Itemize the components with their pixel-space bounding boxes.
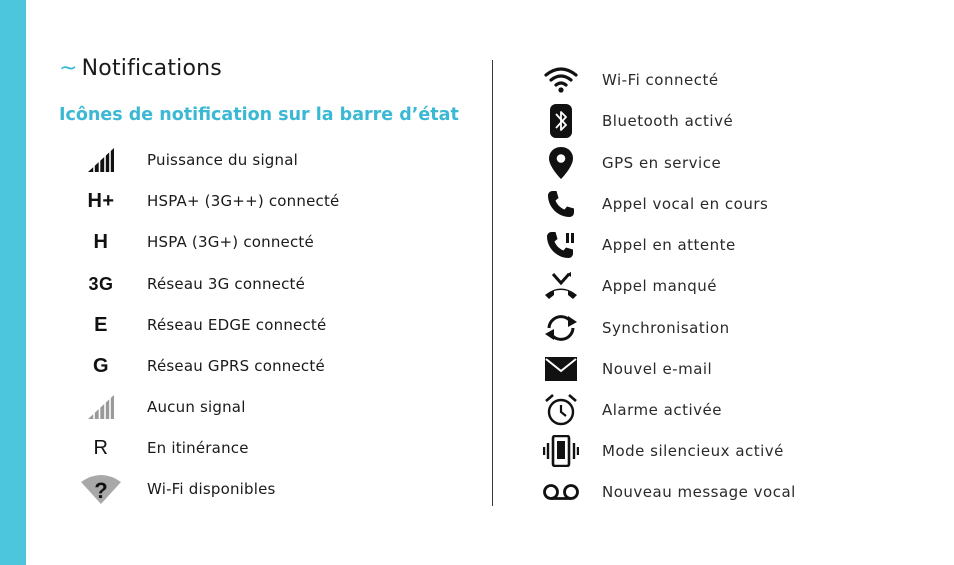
call-hold-icon	[539, 228, 583, 262]
vibrate-icon	[539, 434, 583, 468]
list-item-label: Nouvel e-mail	[602, 360, 713, 378]
list-item-label: Alarme activée	[602, 401, 722, 419]
list-item-label: Puissance du signal	[147, 151, 298, 169]
list-item-label: En itinérance	[147, 439, 249, 457]
list-item-label: Wi-Fi disponibles	[147, 480, 276, 498]
list-item	[0, 308, 730, 349]
edge-icon: E	[94, 313, 108, 336]
list-item	[0, 143, 722, 184]
list-item-label: Appel en attente	[602, 236, 736, 254]
list-item	[0, 431, 784, 472]
network-3g-icon: 3G	[88, 273, 114, 294]
title-prefix: ~	[59, 56, 78, 81]
column-divider	[492, 60, 493, 506]
gps-icon	[539, 146, 583, 180]
list-item-label: Bluetooth activé	[602, 112, 734, 130]
list-item	[0, 472, 796, 513]
list-item-label: Aucun signal	[147, 398, 246, 416]
email-icon	[539, 352, 583, 386]
list-item-label: Appel vocal en cours	[602, 195, 769, 213]
list-item-label: Mode silencieux activé	[602, 442, 784, 460]
list-item-label: HSPA (3G+) connecté	[147, 233, 314, 251]
phone-call-icon	[539, 187, 583, 221]
list-item	[0, 60, 719, 101]
list-item	[0, 225, 736, 266]
list-item-label: Réseau 3G connecté	[147, 275, 306, 293]
list-item	[0, 101, 734, 142]
list-item	[0, 390, 722, 431]
wifi-connected-icon	[539, 63, 583, 97]
roaming-icon: R	[93, 436, 109, 459]
gprs-icon: G	[92, 354, 110, 377]
list-item	[0, 266, 718, 307]
voicemail-icon	[539, 475, 583, 509]
list-item	[0, 184, 769, 225]
list-item-label: HSPA+ (3G++) connecté	[147, 192, 340, 210]
svg-text:?: ?	[94, 478, 108, 503]
list-item	[0, 349, 713, 390]
missed-call-icon	[539, 269, 583, 303]
hspa-icon: H	[93, 230, 109, 253]
section-title: Icônes de notification sur la barre d’état	[59, 105, 459, 125]
title-text: Notifications	[81, 56, 222, 81]
alarm-icon	[539, 393, 583, 427]
list-item-label: Appel manqué	[602, 277, 718, 295]
bluetooth-icon	[539, 104, 583, 138]
sync-icon	[539, 311, 583, 345]
list-item-label: Wi-Fi connecté	[602, 71, 719, 89]
list-item-label: Réseau EDGE connecté	[147, 316, 327, 334]
list-item-label: GPS en service	[602, 154, 722, 172]
list-item-label: Réseau GPRS connecté	[147, 357, 325, 375]
list-item-label: Nouveau message vocal	[602, 483, 796, 501]
list-item-label: Synchronisation	[602, 319, 730, 337]
hspa-plus-icon: H+	[87, 189, 115, 212]
